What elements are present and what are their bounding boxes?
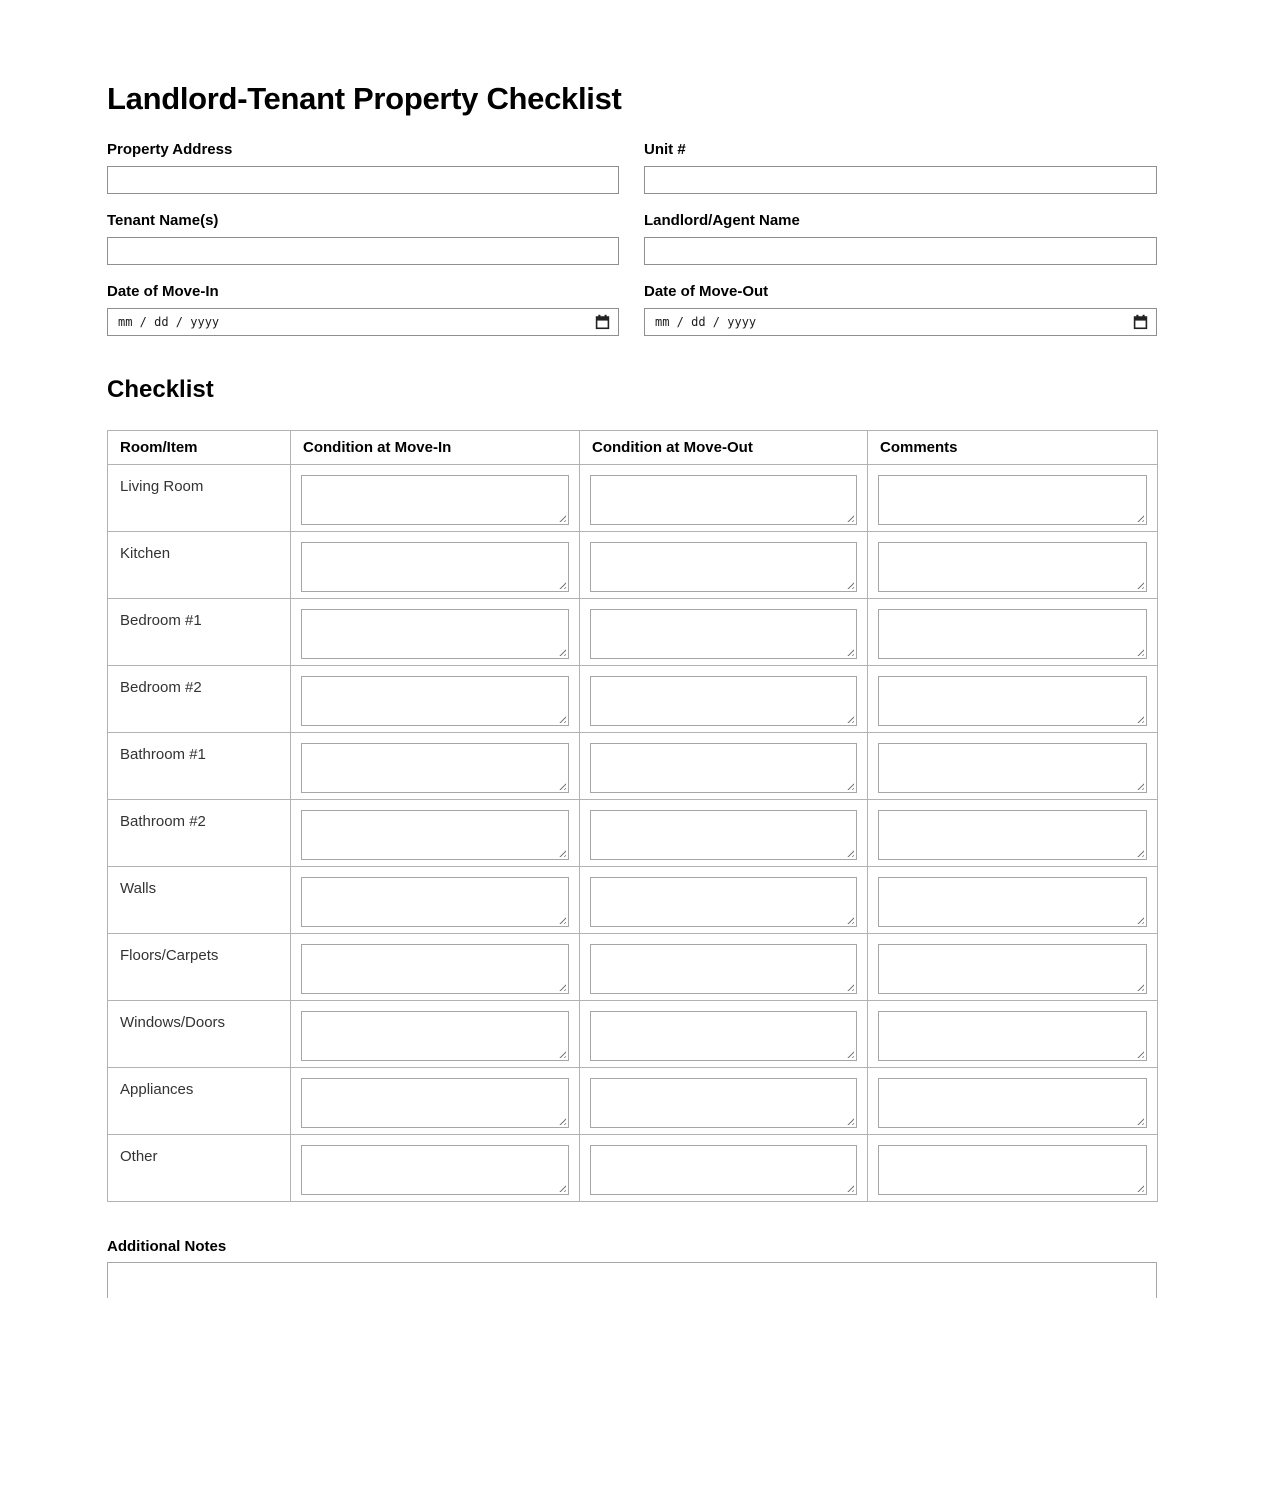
move-in-condition-textarea[interactable]: [301, 542, 569, 592]
comments-textarea[interactable]: [878, 743, 1147, 793]
column-header-comments: Comments: [868, 431, 1158, 465]
comments-textarea[interactable]: [878, 1078, 1147, 1128]
move-out-condition-textarea[interactable]: [590, 1145, 857, 1195]
comments-textarea[interactable]: [878, 944, 1147, 994]
move-out-condition-textarea[interactable]: [590, 609, 857, 659]
unit-number-label: Unit #: [644, 141, 686, 158]
date-placeholder: mm / dd / yyyy: [118, 315, 220, 329]
property-address-label: Property Address: [107, 141, 233, 158]
checklist-table: [107, 430, 1158, 1202]
table-row: [108, 733, 1158, 800]
move-out-condition-textarea[interactable]: [590, 743, 857, 793]
room-label: Appliances: [108, 1068, 291, 1135]
tenant-names-field: [107, 211, 619, 265]
checklist-heading: Checklist: [107, 376, 214, 403]
table-row: [108, 1001, 1158, 1068]
move-in-date-field: [107, 282, 619, 336]
table-header-row: [108, 431, 1158, 465]
landlord-agent-field: [644, 211, 1157, 265]
move-out-condition-textarea[interactable]: [590, 944, 857, 994]
page-title: Landlord-Tenant Property Checklist: [107, 81, 622, 116]
move-in-date-label: Date of Move-In: [107, 283, 219, 300]
date-placeholder: mm / dd / yyyy: [655, 315, 757, 329]
table-row: [108, 800, 1158, 867]
additional-notes-label: Additional Notes: [107, 1238, 227, 1255]
comments-textarea[interactable]: [878, 676, 1147, 726]
move-out-condition-textarea[interactable]: [590, 475, 857, 525]
property-address-field: [107, 140, 619, 194]
landlord-agent-label: Landlord/Agent Name: [644, 212, 800, 229]
comments-textarea[interactable]: [878, 1145, 1147, 1195]
room-label: Windows/Doors: [108, 1001, 291, 1068]
move-out-condition-textarea[interactable]: [590, 1078, 857, 1128]
calendar-icon[interactable]: [1133, 314, 1148, 330]
move-out-date-field: [644, 282, 1157, 336]
room-label: Bathroom #1: [108, 733, 291, 800]
calendar-icon[interactable]: [595, 314, 610, 330]
comments-textarea[interactable]: [878, 877, 1147, 927]
move-out-condition-textarea[interactable]: [590, 676, 857, 726]
move-in-condition-textarea[interactable]: [301, 609, 569, 659]
table-row: [108, 934, 1158, 1001]
move-in-condition-textarea[interactable]: [301, 810, 569, 860]
move-in-date-input[interactable]: [107, 308, 619, 336]
move-out-condition-textarea[interactable]: [590, 542, 857, 592]
unit-number-field: [644, 140, 1157, 194]
move-in-condition-textarea[interactable]: [301, 475, 569, 525]
room-label: Other: [108, 1135, 291, 1202]
move-out-date-input[interactable]: [644, 308, 1157, 336]
move-in-condition-textarea[interactable]: [301, 877, 569, 927]
table-row: [108, 599, 1158, 666]
table-row: [108, 532, 1158, 599]
comments-textarea[interactable]: [878, 1011, 1147, 1061]
table-row: [108, 1135, 1158, 1202]
column-header-room-item: Room/Item: [108, 431, 291, 465]
comments-textarea[interactable]: [878, 810, 1147, 860]
move-in-condition-textarea[interactable]: [301, 1145, 569, 1195]
room-label: Kitchen: [108, 532, 291, 599]
move-out-condition-textarea[interactable]: [590, 810, 857, 860]
move-in-condition-textarea[interactable]: [301, 743, 569, 793]
table-row: [108, 1068, 1158, 1135]
room-label: Bedroom #1: [108, 599, 291, 666]
comments-textarea[interactable]: [878, 475, 1147, 525]
column-header-condition-move-out: Condition at Move-Out: [580, 431, 868, 465]
table-row: [108, 867, 1158, 934]
table-row: [108, 666, 1158, 733]
move-in-condition-textarea[interactable]: [301, 676, 569, 726]
tenant-names-input[interactable]: [107, 237, 619, 265]
room-label: Walls: [108, 867, 291, 934]
room-label: Bathroom #2: [108, 800, 291, 867]
property-address-input[interactable]: [107, 166, 619, 194]
room-label: Bedroom #2: [108, 666, 291, 733]
room-label: Floors/Carpets: [108, 934, 291, 1001]
move-out-date-label: Date of Move-Out: [644, 283, 769, 300]
move-in-condition-textarea[interactable]: [301, 944, 569, 994]
comments-textarea[interactable]: [878, 609, 1147, 659]
column-header-condition-move-in: Condition at Move-In: [291, 431, 580, 465]
move-in-condition-textarea[interactable]: [301, 1011, 569, 1061]
move-in-condition-textarea[interactable]: [301, 1078, 569, 1128]
room-label: Living Room: [108, 465, 291, 532]
move-out-condition-textarea[interactable]: [590, 1011, 857, 1061]
table-row: [108, 465, 1158, 532]
property-info-form: [107, 140, 1157, 353]
comments-textarea[interactable]: [878, 542, 1147, 592]
move-out-condition-textarea[interactable]: [590, 877, 857, 927]
unit-number-input[interactable]: [644, 166, 1157, 194]
tenant-names-label: Tenant Name(s): [107, 212, 219, 229]
landlord-agent-input[interactable]: [644, 237, 1157, 265]
additional-notes-textarea[interactable]: [107, 1262, 1157, 1298]
